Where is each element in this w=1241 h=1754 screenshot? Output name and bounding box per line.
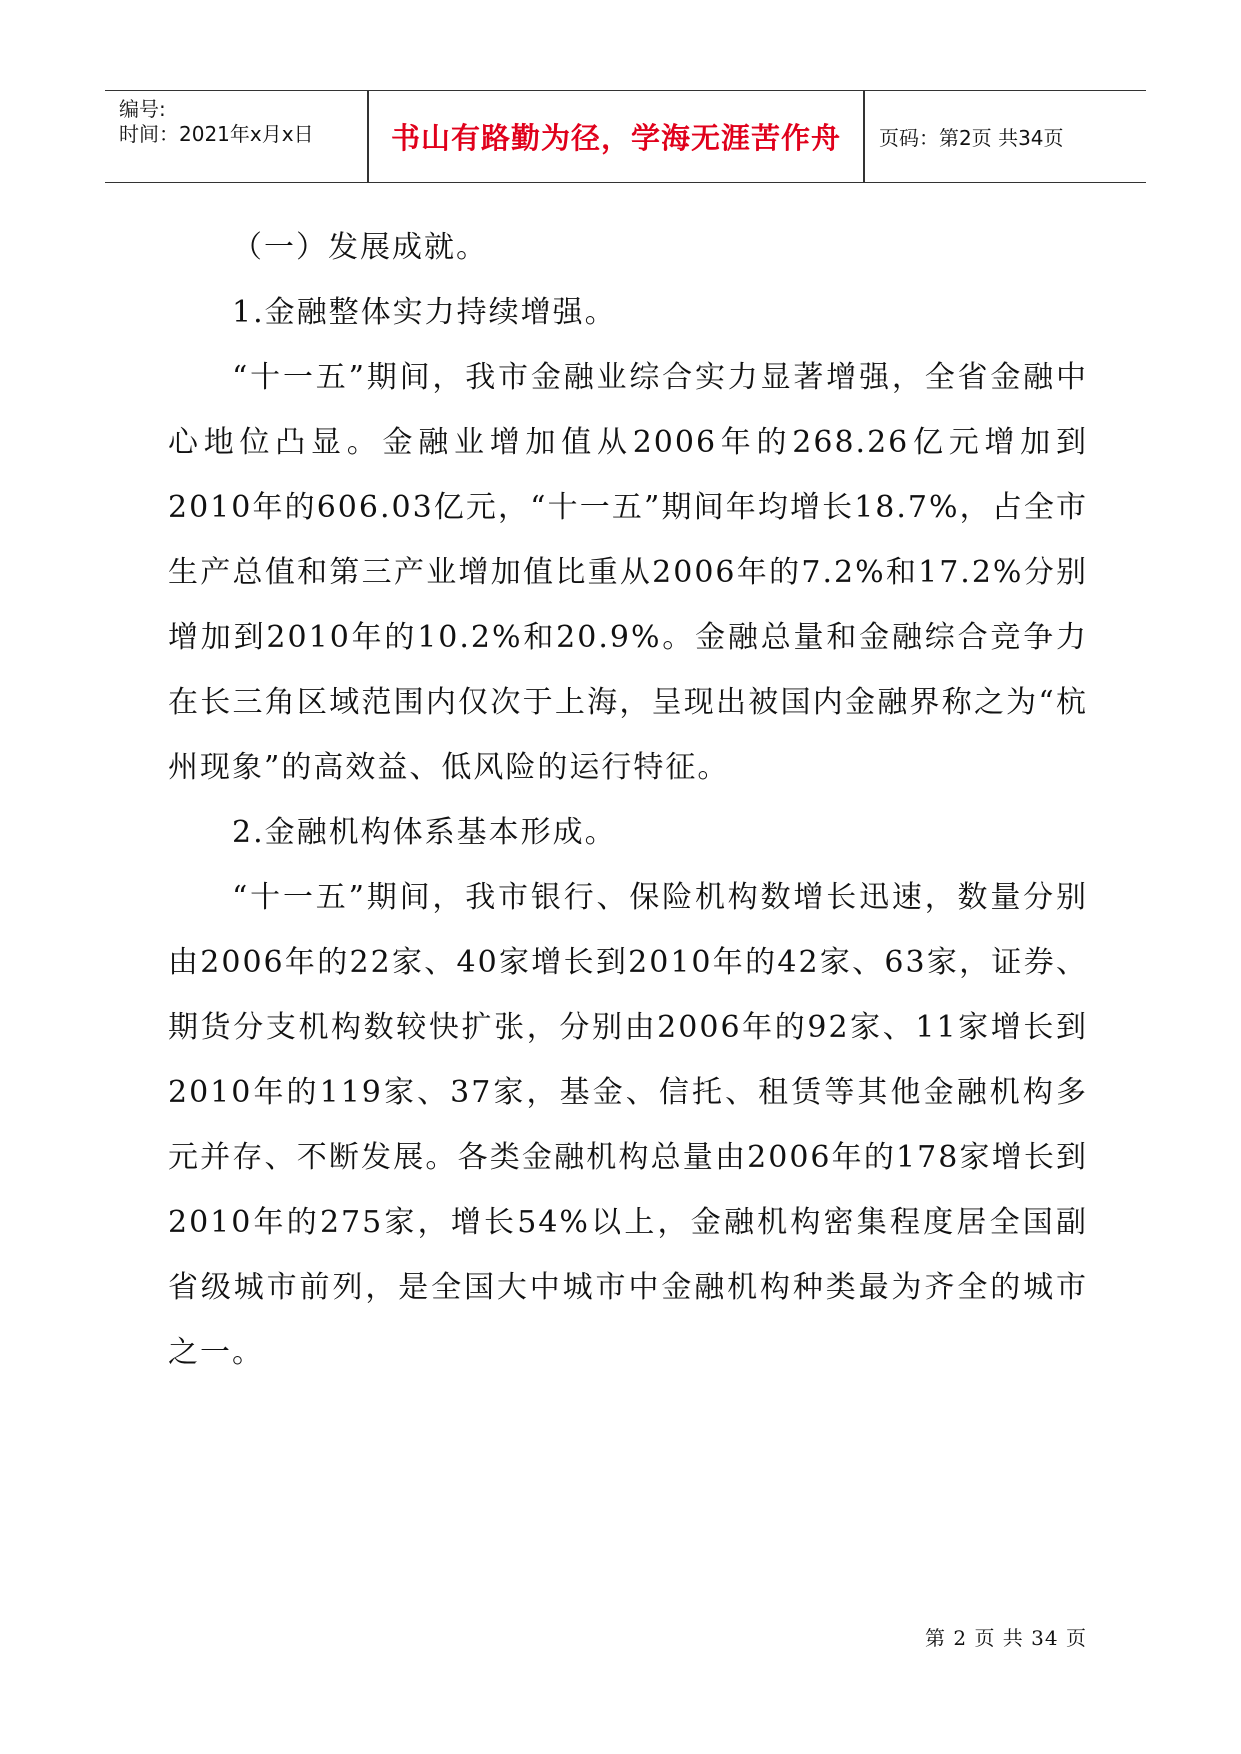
item-2-paragraph: “十一五”期间，我市银行、保险机构数增长迅速，数量分别由2006年的22家、40家增长到2010年的42家、63家，证券、期货分支机构数较快扩张，分别由2006年的92家、11家增长到2010年的119家、37家，基金、信托、租赁等其他金融机构多元并存、不断发展。各类金融机构总量由2006年的178家增长到2010年的275家，增长54%以上，金融机构密集程度居全国副省级城市前列，是全国大中城市中金融机构种类最为齐全的城市之一。 bbox=[168, 880, 1088, 1370]
item-2-heading: 2.金融机构体系基本形成。 bbox=[232, 815, 617, 850]
page-footer: 第 2 页 共 34 页 bbox=[925, 1626, 1087, 1650]
header-meta bbox=[105, 91, 367, 182]
document-time-label: 时间：2021年x月x日 bbox=[119, 122, 314, 146]
item-1-heading: 1.金融整体实力持续增强。 bbox=[232, 295, 617, 330]
item-1-paragraph: “十一五”期间，我市金融业综合实力显著增强，全省金融中心地位凸显。金融业增加值从2006年的268.26亿元增加到2010年的606.03亿元，“十一五”期间年均增长18.7%，占全市生产总值和第三产业增加值比重从2006年的7.2%和17.2%分别增加到2010年的10.2%和20.9%。金融总量和金融综合竞争力在长三角区域范围内仅次于上海，呈现出被国内金融界称之为“杭州现象”的高效益、低风险的运行特征。 bbox=[168, 360, 1088, 785]
header-motto: 书山有路勤为径，学海无涯苦作舟 bbox=[390, 121, 841, 155]
section-heading: （一）发展成就。 bbox=[232, 230, 488, 265]
header-page-info: 页码：第2页 共34页 bbox=[879, 126, 1064, 150]
document-number-label: 编号: bbox=[119, 97, 166, 121]
document-body bbox=[168, 215, 1088, 1385]
page-header bbox=[105, 90, 1146, 183]
